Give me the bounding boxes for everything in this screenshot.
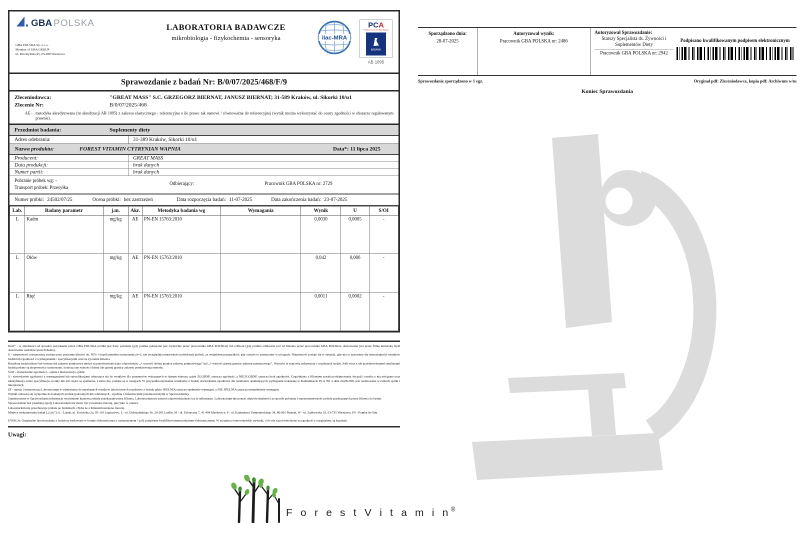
svg-text:POLSKA: POLSKA [53,18,95,29]
cell-method: PN-EN 15763:2010 [142,254,220,293]
pca-subtitle: Polskie Centrum Akredytacji [363,28,389,31]
footnote-line: U - niepewność rozszerzona; podana przy poziomie ufności ok. 95% i współczynniku rozszerzenia k=2, nie uwzględnia niepewności pobierania próbek, za wyjątkiem przypadków, gdy zostało to zaznaczone w uwagach. Niepewność podaje się w sytuacji, gdy ma to znaczenie dla miarodajności wyników badań lub zgodności z wymaganiami / specyfikacjami oraz na życzenie Klienta. [8,353,400,361]
lab-heading [136,16,317,71]
sampling-method: Pobranie próbek wg: - [14,178,57,184]
prepared-on-label: Sporządzono dnia: [428,31,467,37]
receiver-value: Pracownik GBA POLSKA nr: 2729 [264,181,333,187]
microscope-watermark-icon [452,126,744,494]
authorized-result-cell [478,28,591,75]
sample-assessment-value: bez zastrzeżeń [123,196,153,203]
accreditation-logos [317,16,393,71]
col-lab: Lab. [10,206,25,215]
receiver-label: Odbierający: [169,181,195,187]
authorized-result-label: Autoryzował wynik: [513,31,555,37]
client-value: "GREAT MASS" S.C. GRZEGORZ BIERNAT, JANUSZ BIERNAT; 31-589 Kraków, ul. Sikorki 10/u1 [109,94,352,101]
footnote-line: Wyniki odnoszą się wyłącznie do badanych próbek (pobranych lub odebranych - zgodnie z informacjami przedstawionymi w Sprawozdaniu). [8,392,190,397]
col-parameter: Badany parametr [25,206,103,215]
cell-accreditation: AE [128,254,142,293]
forest-vitamin-wordmark: F o r e s t V i t a m i n® [286,507,456,519]
pca-flask-icon [372,37,381,47]
subject-value: Suplementy diety [109,127,151,133]
pca-badge [366,33,386,56]
signer-employee: Pracownik GBA POLSKA nr: 2942 [600,50,668,56]
col-uncertainty: U [341,206,369,215]
cell-unit: mg/kg [103,292,128,331]
remarks-label: Uwagi: [8,431,27,439]
table-row [10,292,399,331]
lab-subtitle: mikrobiologia - fizykochemia - sensoryka [171,34,281,42]
signer-role: Starszy Specjalista ds. Żywności i Suplementów Diety [595,37,674,50]
cell-soi: - [369,215,398,254]
cell-accreditation: AE [128,215,142,254]
pca-wordmark: PCA [368,21,384,30]
col-unit: j.m. [103,206,128,215]
col-accreditation: Akr. [128,206,142,215]
gba-logo-block [16,16,136,71]
client-label: Zleceniodawca: [14,94,52,101]
end-of-report-label: Koniec Sprawozdania [581,88,633,95]
footnote-line: Miejsce wykonywania badań („Lab.”): Ł - Łajski, ul. Kościelna 2a, 05-119 Legionowo, L - ul. Dobrzańskiego 3b, 20-281 Lublin, M - ul. Fabryczna 7, 41-404 Mysłowice, P - ul. Kazimierza Tymienieckiego 34, 80-001 Poznań, W - ul. Ząbkowska 10, 03-735 Warszawa, PS - Pomiar In-Situ [8,410,378,415]
authorized-report-label: Autoryzował Sprawozdanie: [594,30,653,36]
prepared-on-date: 28-07-2025 [436,39,459,44]
product-bar [10,144,399,155]
forest-trees-icon [230,475,284,523]
cell-unit: mg/kg [103,254,128,293]
cell-result: 0,042 [301,254,341,293]
col-result: Wynik [301,206,341,215]
test-start-label: Data rozpoczęcia badań: [176,196,226,203]
cell-lab: L [10,254,25,293]
footnote-line: Sprawozdanie bez pisemnej zgody Laboratorium nie może być powielane inaczej, jak tylko w całości. [8,401,139,406]
footnote-line: Rezultaty badań niższe lub wyższe niż zakresy pomiarowe metod są przedstawiane jako odpowiednio „< wartość dolnej granicy zakresu pomiarowego” lub „> wartość górnej granicy zakresu pomiarowego”. Wartości te stanowią informację o rezultatach badań. Jeśli wraz z tak przedstawionymi rezultatami badań podane są niepewności rozszerzone, dotyczą one wartości dolnej lub górnej granicy zakresu pomiarowego metody. [8,361,400,370]
cell-result: 0,0011 [301,292,341,331]
sample-number-label: Numer próbki: [14,196,45,203]
order-section [10,92,399,126]
pickup-address-value: 31-389 Kraków, Sikorki 10/u1 [129,136,399,144]
cell-accreditation: AE [128,292,142,331]
subject-bar [10,125,399,136]
pickup-address-label: Adres odebrania: [14,137,51,143]
ilac-mra-logo-icon [317,20,353,56]
batch-number-row [10,169,399,176]
col-soi: S/OI [369,206,398,215]
signature-barcode [677,47,794,60]
results-header-row [10,206,399,215]
col-method: Metodyka badania wg [142,206,220,215]
test-end-label: Data zakończenia badań: [271,196,322,203]
lab-title: LABORATORIA BADAWCZE [166,22,286,32]
subject-label: Przedmiot badania: [14,127,62,133]
product-name-value: FOREST VITAMIN CYTRYNIAN WAPNIA [79,146,181,152]
svg-text:ilac-MRA: ilac-MRA [321,35,348,42]
producer-row [10,155,399,162]
production-date-value: brak danych [129,162,399,169]
signer-identity [595,37,674,61]
cell-requirements [221,215,301,254]
cell-uncertainty: 0,0005 [341,215,369,254]
cell-parameter: Ołów [25,254,103,293]
batch-number-label: Numer partii: [14,169,44,175]
sampling-transport: Transport próbek: Przesyłka [14,185,69,191]
cell-requirements [221,254,301,293]
ae-tag: AE - [24,111,33,116]
cell-soi: - [369,254,398,293]
cell-lab: L [10,292,25,331]
cell-parameter: Kadm [25,215,103,254]
footnote-warning: UWAGA: Oryginalne Sprawozdania z badań są wydawane w formie elektronicznej z rozszerzeniem *.pdf, podpisane kwalifikowanym podpisem elektronicznym. W związku z tym wszystkie wydruki, o ile nie są potwierdzone za zgodność z oryginałem, są kopiami. [8,419,348,423]
forest-vitamin-logo [230,475,455,523]
authorized-result-value: Pracownik GBA POLSKA nr: 2486 [499,39,568,44]
company-line: ul. Mochtyńska 65, 03-289 Warszawa [15,52,65,57]
product-date: Data*: 11 lipca 2025 [332,146,381,152]
table-row [10,215,399,254]
distribution-note: Oryginał pdf: Zleceniodawca, kopia pdf: Archiwum w/m [693,78,797,84]
authorized-report-cell [591,28,797,75]
cell-parameter: Rtęć [25,292,103,331]
sample-number-row [10,194,399,206]
divider-line [8,426,400,428]
order-number-label: Zlecenie Nr: [14,102,44,108]
sample-number-value: 24502/07/25 [47,196,73,203]
cell-method: PN-EN 15763:2010 [142,292,220,331]
cell-method: PN-EN 15763:2010 [142,215,220,254]
sample-assessment-label: Ocena próbki: [92,196,121,203]
footnote-line: S - stwierdzenie zgodności z wymaganiami lub specyfikacjami odnoszące się do wyników dla parametrów wskazanych w danym wierszu, gdzie ZGODNE oznacza zgodność, a NIEZGODNE oznacza brak zgodności. Uzgodniona z Klientem zasada podejmowania decyzji i ryzyko z nią związane oraz identyfikacja, które specyfikacje, normy lub ich części są spełnione, a które nie, podane są w uwagach. W przypadku uzyskania rezultatów z badań, stwierdzenie zgodności dla rezultatów spełniających wymagania wskazane w Komunikacie PCA 351 z dnia 24.08.2021 jest realizowane w ramach opinii i interpretacji. [8,375,400,387]
company-line: Member of GBA GROUP [15,48,50,52]
document-header [10,12,399,73]
cell-result: 0,0030 [301,215,341,254]
pickup-address-row [10,136,399,144]
report-meta-row [418,79,797,84]
svg-text:GBA: GBA [31,18,53,29]
order-number-value: B/0/07/2025/468 [109,102,147,108]
results-table [10,206,399,331]
cell-unit: mg/kg [103,215,128,254]
pca-box [360,20,393,59]
pca-logo-block [360,20,393,65]
col-requirements: Wymagania [221,206,301,215]
footnote-line: Laboratorium nie przechowuje próbek po badaniach, chyba że z Klientem ustalono inaczej. [8,406,125,410]
ae-note: metodyka akredytowana (nr akredytacji AB 1095) z zakresu elastycznego - referencyjna o ile prawo tak stanowi / równoważna do referencyjnej (wynik można wykorzystać do oceny zgodności w obszarze regulowanym prawnie). [35,111,394,121]
pca-badania-label: BADANIA [371,48,381,51]
cell-lab: L [10,215,25,254]
prepared-on-cell [418,28,478,75]
electronic-signature-note: Podpisano kwalifikowanym podpisem elektronicznym [680,38,790,44]
report-title: Sprawozdanie z badań Nr: B/0/07/2025/468/F/9 [10,73,399,92]
pca-ab-number: AB 1095 [367,59,385,65]
cell-soi: - [369,292,398,331]
cell-requirements [221,292,301,331]
footnotes-block [8,345,400,424]
company-address [16,43,136,57]
document-body [8,10,400,439]
cell-uncertainty: 0,006 [341,254,369,293]
authorization-table [418,27,797,76]
producer-value: GREAT MASS [129,155,399,162]
company-line: GBA POLSKA Sp. z o.o. [15,43,49,47]
document-border-box [8,10,400,332]
footnote-line: Data* - w zależności od sposobu pozyskania przez GBA POLSKA próbki jest datą: pobrania (gdy próbka pobierana jest wyłącznie przez pracownika GBA POLSKA) lub odbioru (gdy próbka odbierana jest od Klienta przez pracownika GBA POLSKA, dostarczana jest przez firmę kurierską bądź dostarczana osobiście przez Klienta). [8,344,400,353]
authorization-block [418,27,797,95]
batch-number-value: brak danych [129,169,399,176]
copies-note: Sprawozdanie sporządzono w 1 egz. [418,78,484,84]
product-name-label: Nazwa produktu: [14,146,54,152]
producer-label: Producent: [14,155,38,161]
signature-area [674,37,794,61]
footnote-line: S/OI - stwierdzenie zgodności - opinia i interpretacja, gdzie: [8,370,86,375]
table-row [10,254,399,293]
cell-uncertainty: 0,0002 [341,292,369,331]
footnote-line: Zamieszczone w Sprawozdaniu informacje wyróżnione kursywą zostały przekazane przez Klienta. Laboratorium nie ponosi odpowiedzialności za te informacje. Laboratorium nie ponosi odpowiedzialności za sposób pobrania i reprezentatywność próbek przekazanych przez Klienta do badań. [8,397,382,401]
divider-line [8,340,400,342]
gba-polska-logo-icon [16,16,104,30]
production-date-label: Data produkcji: [14,162,48,168]
test-start-value: 11-07-2025 [228,196,253,203]
sampling-info [15,178,170,192]
sampling-row [10,176,399,194]
production-date-row [10,162,399,169]
footnote-line: OI - opinia i interpretacja Laboratorium w odniesieniu do uzyskanych wyników jakościowych rezultatów z badań, gdzie SPEŁNIA oznacza spełnienie wymagań, a NIE SPEŁNIA oznacza niespełnienie wymagań. [8,387,280,392]
test-end-value: 23-07-2025 [324,196,348,203]
